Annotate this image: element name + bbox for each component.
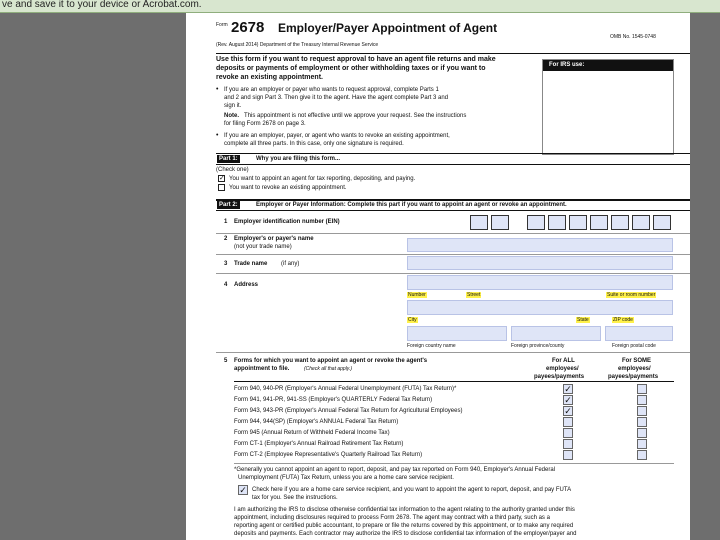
omb-number: OMB No. 1545-0748: [610, 34, 656, 40]
form-some-checkbox[interactable]: [637, 406, 647, 416]
number-label: Number: [408, 292, 426, 298]
bullet2-line1: If you are an employer, payer, or agent who wants to revoke an existing appointment,: [224, 133, 450, 139]
form-row-label: Form CT-1 (Employer's Annual Railroad Retirement Tax Return): [234, 441, 404, 447]
part2-title: Employer or Payer Information: Complete this part if you want to appoint an agent or revoke an appointment.: [256, 202, 567, 208]
form-label: Form: [216, 22, 228, 28]
ein-digit-2[interactable]: [491, 215, 509, 230]
col-all-2: employees/: [546, 366, 579, 372]
form-row-label: Form 943, 943-PR (Employer's Annual Federal Tax Return for Agricultural Employees): [234, 408, 463, 414]
ein-digit-7[interactable]: [611, 215, 629, 230]
bullet1-line1: If you are an employer or payer who wants to request approval, complete Parts 1: [224, 87, 439, 93]
bullet1-line2: and 2 and sign Part 3. Then give it to the agent. Have the agent complete Part 3 and: [224, 95, 449, 101]
irs-use-box: [542, 59, 674, 155]
row-divider: [216, 254, 690, 255]
line3-number: 3: [224, 261, 228, 267]
part2-badge: Part 2:: [219, 202, 238, 208]
footnote-line1: *Generally you cannot appoint an agent to report, deposit, and pay tax reported on Form 940, Employer's Annual Federal: [234, 467, 556, 473]
col-some-3: payees/payments: [608, 374, 659, 380]
address-street-input[interactable]: [407, 275, 673, 290]
form-some-checkbox[interactable]: [637, 450, 647, 460]
row-divider: [216, 233, 690, 234]
note-line2: for filing Form 2678 on page 3.: [224, 121, 306, 127]
banner-text: ve and save it to your device or Acrobat.com.: [2, 0, 202, 10]
form-all-checkbox[interactable]: [563, 428, 573, 438]
zip-label: ZIP code: [613, 317, 633, 323]
line5-label-1: Forms for which you want to appoint an agent or revoke the agent's: [234, 358, 428, 364]
irs-use-label: For IRS use:: [549, 62, 585, 68]
foreign-postal-label: Foreign postal code: [612, 343, 656, 349]
ein-digit-5[interactable]: [569, 215, 587, 230]
col-all-1: For ALL: [552, 358, 575, 364]
part1-badge: Part 1:: [219, 156, 238, 162]
forms-header-rule: [234, 381, 674, 382]
form-all-checkbox[interactable]: [563, 417, 573, 427]
form-all-checkbox[interactable]: [563, 450, 573, 460]
ein-digit-1[interactable]: [470, 215, 488, 230]
forms-bottom-rule: [234, 463, 674, 464]
form-all-checkbox[interactable]: ✓: [564, 406, 572, 416]
col-some-2: employees/: [618, 366, 651, 372]
note-line1: This appointment is not effective until we approve your request. See the instructions: [244, 113, 467, 119]
employer-name-label: Employer's or payer's name: [234, 236, 314, 242]
foreign-postal-input[interactable]: [605, 326, 673, 341]
foreign-province-label: Foreign province/county: [511, 343, 565, 349]
trade-name-input[interactable]: [407, 256, 673, 270]
form-some-checkbox[interactable]: [637, 384, 647, 394]
form-row-label: Form 940, 940-PR (Employer's Annual Federal Unemployment (FUTA) Tax Return)*: [234, 386, 457, 392]
part1-title: Why you are filing this form...: [256, 156, 341, 162]
state-label: State: [577, 317, 589, 323]
revoke-appointment-label: You want to revoke an existing appointment.: [229, 185, 347, 191]
form-row-label: Form CT-2 (Employee Representative's Quarterly Railroad Tax Return): [234, 452, 423, 458]
city-label: City: [408, 317, 417, 323]
auth-line1: I am authorizing the IRS to disclose otherwise confidential tax information to the agent relating to the authority granted under this: [234, 507, 575, 513]
ein-digit-8[interactable]: [632, 215, 650, 230]
appoint-agent-checkbox[interactable]: ✓: [219, 175, 225, 182]
part1-title-rule: [216, 164, 690, 165]
part1-rule: [216, 153, 690, 154]
row-divider: [216, 352, 690, 353]
address-label: Address: [234, 282, 259, 288]
part2-rule: [216, 199, 690, 201]
street-label: Street: [467, 292, 481, 298]
form-some-checkbox[interactable]: [637, 439, 647, 449]
col-all-3: payees/payments: [534, 374, 585, 380]
form-some-checkbox[interactable]: [637, 428, 647, 438]
home-care-line2: tax for you. See the instructions.: [252, 495, 338, 501]
foreign-province-input[interactable]: [511, 326, 601, 341]
ein-digit-3[interactable]: [527, 215, 545, 230]
auth-line4: deposits and payments. Each contractor may authorize the IRS to disclose confidential tax information of the employer/payer and: [234, 531, 577, 537]
viewer-right-margin: [690, 13, 720, 540]
form-all-checkbox[interactable]: ✓: [564, 395, 572, 405]
form-all-checkbox[interactable]: ✓: [564, 384, 572, 394]
banner-bar: [0, 0, 720, 13]
footnote-line2: Unemployment (FUTA) Tax Return, unless you are a home care service recipient.: [238, 475, 454, 481]
line4-number: 4: [224, 282, 228, 288]
viewer-left-margin: [0, 13, 186, 540]
address-city-input[interactable]: [407, 300, 673, 315]
check-one-label: (Check one): [216, 167, 249, 173]
ein-digit-6[interactable]: [590, 215, 608, 230]
intro-line-2: deposits or payments of employment or other withholding taxes or if you want to: [216, 65, 486, 72]
home-care-line1: Check here if you are a home care service recipient, and you want to appoint the agent to report, deposit, and pay FUTA: [252, 487, 572, 493]
ein-label: Employer identification number (EIN): [234, 219, 340, 225]
bullet-icon: •: [216, 132, 219, 139]
form-row-label: Form 941, 941-PR, 941-SS (Employer's QUARTERLY Federal Tax Return): [234, 397, 433, 403]
row-divider: [216, 273, 690, 274]
bullet2-line2: complete all three parts. In this case, only one signature is required.: [224, 141, 404, 147]
ein-digit-9[interactable]: [653, 215, 671, 230]
form-all-checkbox[interactable]: [563, 439, 573, 449]
line5-hint: (Check all that apply.): [304, 366, 352, 372]
form-some-checkbox[interactable]: [637, 395, 647, 405]
auth-line2: appointment, including disclosures required to process Form 2678. The agent may contract with a third party, such as a: [234, 515, 550, 521]
home-care-checkbox[interactable]: ✓: [239, 485, 247, 495]
foreign-country-input[interactable]: [407, 326, 507, 341]
form-row-label: Form 944, 944(SP) (Employer's ANNUAL Federal Tax Return): [234, 419, 399, 425]
col-some-1: For SOME: [622, 358, 652, 364]
trade-name-label: Trade name: [234, 261, 268, 267]
revoke-appointment-checkbox[interactable]: [218, 184, 225, 191]
header-rule: [216, 53, 690, 54]
employer-name-sublabel: (not your trade name): [234, 244, 292, 250]
appoint-agent-label: You want to appoint an agent for tax reporting, depositing, and paying.: [229, 176, 416, 182]
intro-line-3: revoke an existing appointment.: [216, 74, 323, 81]
auth-line3: reporting agent or certified public accountant, to prepare or file the returns covered by this appointment, or to make any required: [234, 523, 574, 529]
bullet1-line3: sign it.: [224, 103, 242, 109]
line5-number: 5: [224, 358, 228, 364]
part2-title-rule: [216, 210, 690, 211]
line5-label-2: appointment to file.: [234, 366, 290, 372]
suite-label: Suite or room number: [607, 292, 656, 298]
form-row-label: Form 945 (Annual Return of Withheld Federal Income Tax): [234, 430, 390, 436]
revision-line: (Rev. August 2014) Department of the Treasury Internal Revenue Service: [216, 42, 379, 48]
form-title: Employer/Payer Appointment of Agent: [278, 21, 498, 35]
line2-number: 2: [224, 236, 228, 242]
ein-digit-4[interactable]: [548, 215, 566, 230]
intro-line-1: Use this form if you want to request approval to have an agent file returns and make: [216, 56, 496, 63]
form-some-checkbox[interactable]: [637, 417, 647, 427]
note-label: Note.: [224, 113, 239, 119]
bullet-icon: •: [216, 86, 219, 93]
foreign-country-label: Foreign country name: [407, 343, 456, 349]
line1-number: 1: [224, 219, 228, 225]
employer-name-input[interactable]: [407, 238, 673, 252]
trade-name-sublabel: (if any): [281, 261, 300, 267]
form-number: 2678: [231, 19, 265, 36]
form-page: [186, 13, 690, 540]
